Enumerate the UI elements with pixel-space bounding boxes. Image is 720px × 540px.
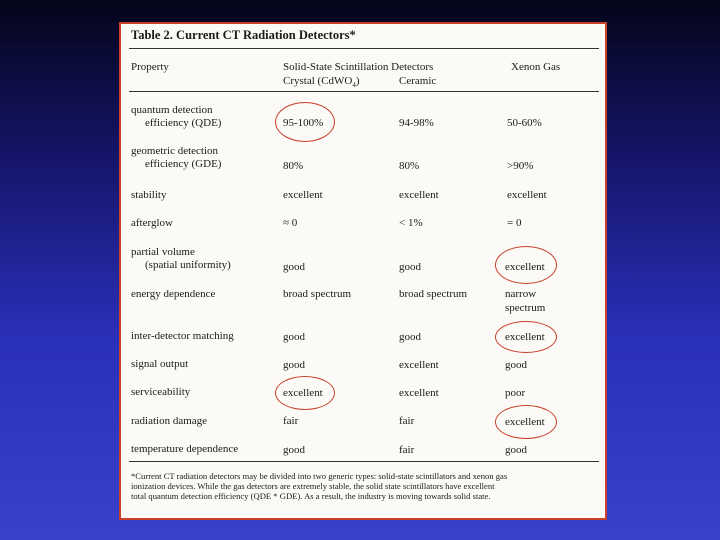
header-ceramic: Ceramic xyxy=(399,75,437,87)
row-partial-volume-xenon: excellent xyxy=(505,261,545,273)
header-property: Property xyxy=(131,61,169,73)
row-qde-property-2: efficiency (QDE) xyxy=(145,117,222,129)
footnote-line-2: ionization devices. While the gas detectors are extremely stable, the solid state scintillators have excellent xyxy=(131,481,495,491)
row-qde-crystal: 95-100% xyxy=(283,117,324,129)
row-stability-property: stability xyxy=(131,189,167,201)
highlight-circle-partial-volume-xenon xyxy=(495,246,557,284)
row-partial-volume-crystal: good xyxy=(283,261,305,273)
header-xenon: Xenon Gas xyxy=(511,61,561,73)
row-energy-ceramic: broad spectrum xyxy=(399,288,468,300)
footnote xyxy=(131,471,597,501)
row-temperature-crystal: good xyxy=(283,444,305,456)
row-stability-xenon: excellent xyxy=(507,189,547,201)
header-rule xyxy=(129,91,599,92)
row-afterglow-crystal: ≈ 0 xyxy=(283,217,298,229)
highlight-circle-qde-crystal xyxy=(275,102,335,142)
table-title: Table 2. Current CT Radiation Detectors* xyxy=(131,28,356,42)
row-serviceability-ceramic: excellent xyxy=(399,387,439,399)
row-gde-property-1: geometric detection xyxy=(131,145,219,157)
row-gde-property-2: efficiency (GDE) xyxy=(145,158,222,170)
row-signal-ceramic: excellent xyxy=(399,359,439,371)
row-temperature-property: temperature dependence xyxy=(131,443,239,455)
row-qde-property-1: quantum detection xyxy=(131,104,213,116)
row-matching-crystal: good xyxy=(283,331,305,343)
row-matching-property: inter-detector matching xyxy=(131,330,234,342)
header-crystal: Crystal (CdWO$_4$) xyxy=(283,75,360,90)
row-qde-xenon: 50-60% xyxy=(507,117,542,129)
row-temperature-ceramic: fair xyxy=(399,444,415,456)
highlight-circle-matching-xenon xyxy=(495,321,557,353)
row-afterglow-property: afterglow xyxy=(131,217,173,229)
row-radiation-crystal: fair xyxy=(283,415,299,427)
row-radiation-xenon: excellent xyxy=(505,416,545,428)
row-gde-crystal: 80% xyxy=(283,160,304,172)
footnote-line-1: *Current CT radiation detectors may be divided into two generic types: solid-state scintillators and xenon gas xyxy=(131,471,508,481)
row-energy-xenon-2: spectrum xyxy=(505,302,546,314)
row-matching-ceramic: good xyxy=(399,331,421,343)
row-energy-property: energy dependence xyxy=(131,288,216,300)
row-gde-xenon: >90% xyxy=(507,160,534,172)
row-qde-ceramic: 94-98% xyxy=(399,117,434,129)
footnote-rule xyxy=(129,461,599,462)
header-solid-state: Solid-State Scintillation Detectors xyxy=(283,61,434,73)
row-signal-property: signal output xyxy=(131,358,189,370)
row-partial-volume-property-1: partial volume xyxy=(131,246,195,258)
row-signal-crystal: good xyxy=(283,359,305,371)
highlight-circle-serviceability-crystal xyxy=(275,376,335,410)
highlight-circle-radiation-xenon xyxy=(495,405,557,439)
row-energy-crystal: broad spectrum xyxy=(283,288,352,300)
row-serviceability-xenon: poor xyxy=(505,387,526,399)
row-afterglow-ceramic: < 1% xyxy=(399,217,423,229)
row-serviceability-crystal: excellent xyxy=(283,387,323,399)
row-stability-crystal: excellent xyxy=(283,189,323,201)
row-serviceability-property: serviceability xyxy=(131,386,191,398)
row-radiation-ceramic: fair xyxy=(399,415,415,427)
scanned-table-page xyxy=(119,22,607,520)
row-matching-xenon: excellent xyxy=(505,331,545,343)
row-gde-ceramic: 80% xyxy=(399,160,420,172)
row-radiation-property: radiation damage xyxy=(131,415,208,427)
row-partial-volume-ceramic: good xyxy=(399,261,421,273)
row-signal-xenon: good xyxy=(505,359,527,371)
footnote-line-3: total quantum detection efficiency (QDE * GDE). As a result, the industry is moving towards solid state. xyxy=(131,491,491,501)
row-partial-volume-property-2: (spatial uniformity) xyxy=(145,259,231,271)
row-temperature-xenon: good xyxy=(505,444,527,456)
row-afterglow-xenon: = 0 xyxy=(507,217,522,229)
row-energy-xenon: narrow xyxy=(505,288,537,300)
title-rule xyxy=(129,48,599,49)
row-stability-ceramic: excellent xyxy=(399,189,439,201)
